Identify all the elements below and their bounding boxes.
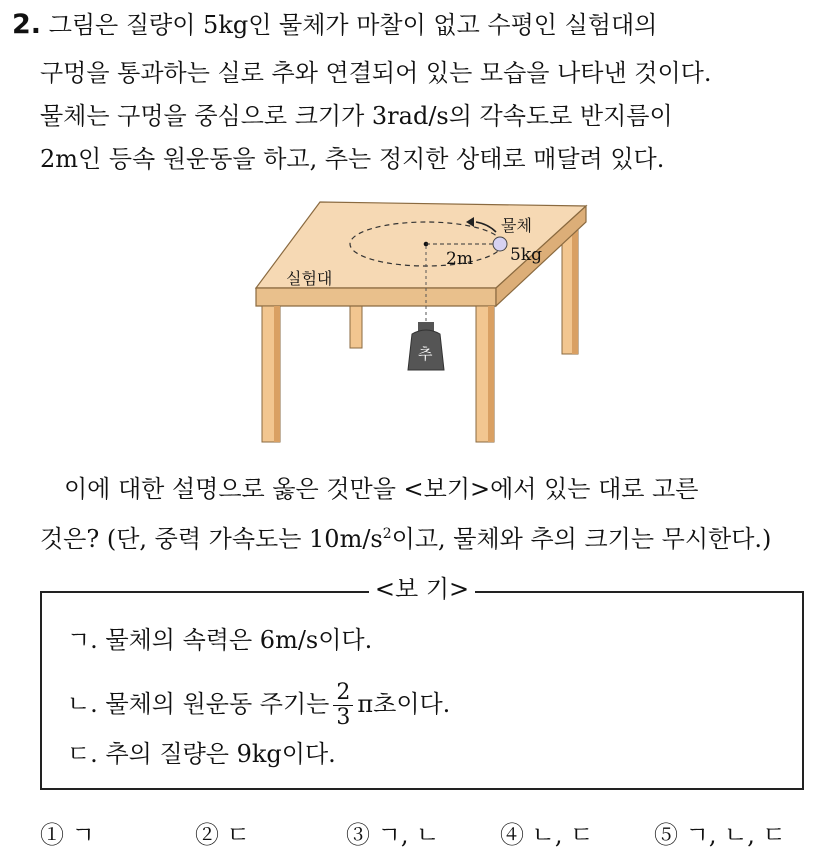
bogi-title-text: <보 기> [369,575,475,603]
fraction-numerator: 2 [333,681,353,706]
question-line-1 [12,10,657,40]
question-number: 2. [12,9,42,40]
prompt-text-a: 것은? (단, 중력 가속도는 10m/s [40,525,383,553]
prompt-text-b: 이고, 물체와 추의 크기는 무시한다.) [391,525,772,553]
table-figure [248,196,588,446]
prompt-line-2 [40,519,771,554]
fraction-denominator: 3 [336,705,351,730]
choice-1[interactable]: ① ㄱ [40,821,95,849]
question-text-1: 그림은 질량이 5kg인 물체가 마찰이 없고 수평인 실험대의 [48,11,658,39]
question-line-3: 물체는 구멍을 중심으로 크기가 3rad/s의 각속도로 반지름이 [40,102,673,130]
weight-label: 추 [418,345,433,363]
question-line-2: 구멍을 통과하는 실로 추와 연결되어 있는 모습을 나타낸 것이다. [40,59,712,87]
bogi-box [40,575,804,790]
bogi-item-1: ㄱ. 물체의 속력은 6m/s이다. [67,626,373,654]
mass-label: 5kg [510,245,542,265]
choice-5[interactable]: ⑤ ㄱ, ㄴ, ㄷ [654,821,786,849]
prompt-superscript: 2 [382,526,392,542]
prompt-line-1: 이에 대한 설명으로 옳은 것만을 <보기>에서 있는 대로 고른 [64,475,699,503]
bogi-item-2-text-a: ㄴ. 물체의 원운동 주기는 [67,690,330,718]
tabletop-front-edge [256,288,496,306]
radius-label: 2m [446,249,473,269]
question-line-4: 2m인 등속 원운동을 하고, 추는 정지한 상태로 매달려 있다. [40,145,665,173]
object-label: 물체 [501,216,532,235]
bogi-item-2 [67,681,450,730]
object-ball [493,237,507,251]
table-illustration [248,196,588,446]
fraction [333,681,353,730]
bogi-item-2-text-b: π초이다. [357,690,451,718]
choice-4[interactable]: ④ ㄴ, ㄷ [500,821,594,849]
choice-3[interactable]: ③ ㄱ, ㄴ [346,821,440,849]
choice-2[interactable]: ② ㄷ [195,821,250,849]
table-label: 실험대 [286,269,333,288]
bogi-title [42,574,802,604]
bogi-item-3: ㄷ. 추의 질량은 9kg이다. [67,740,336,768]
